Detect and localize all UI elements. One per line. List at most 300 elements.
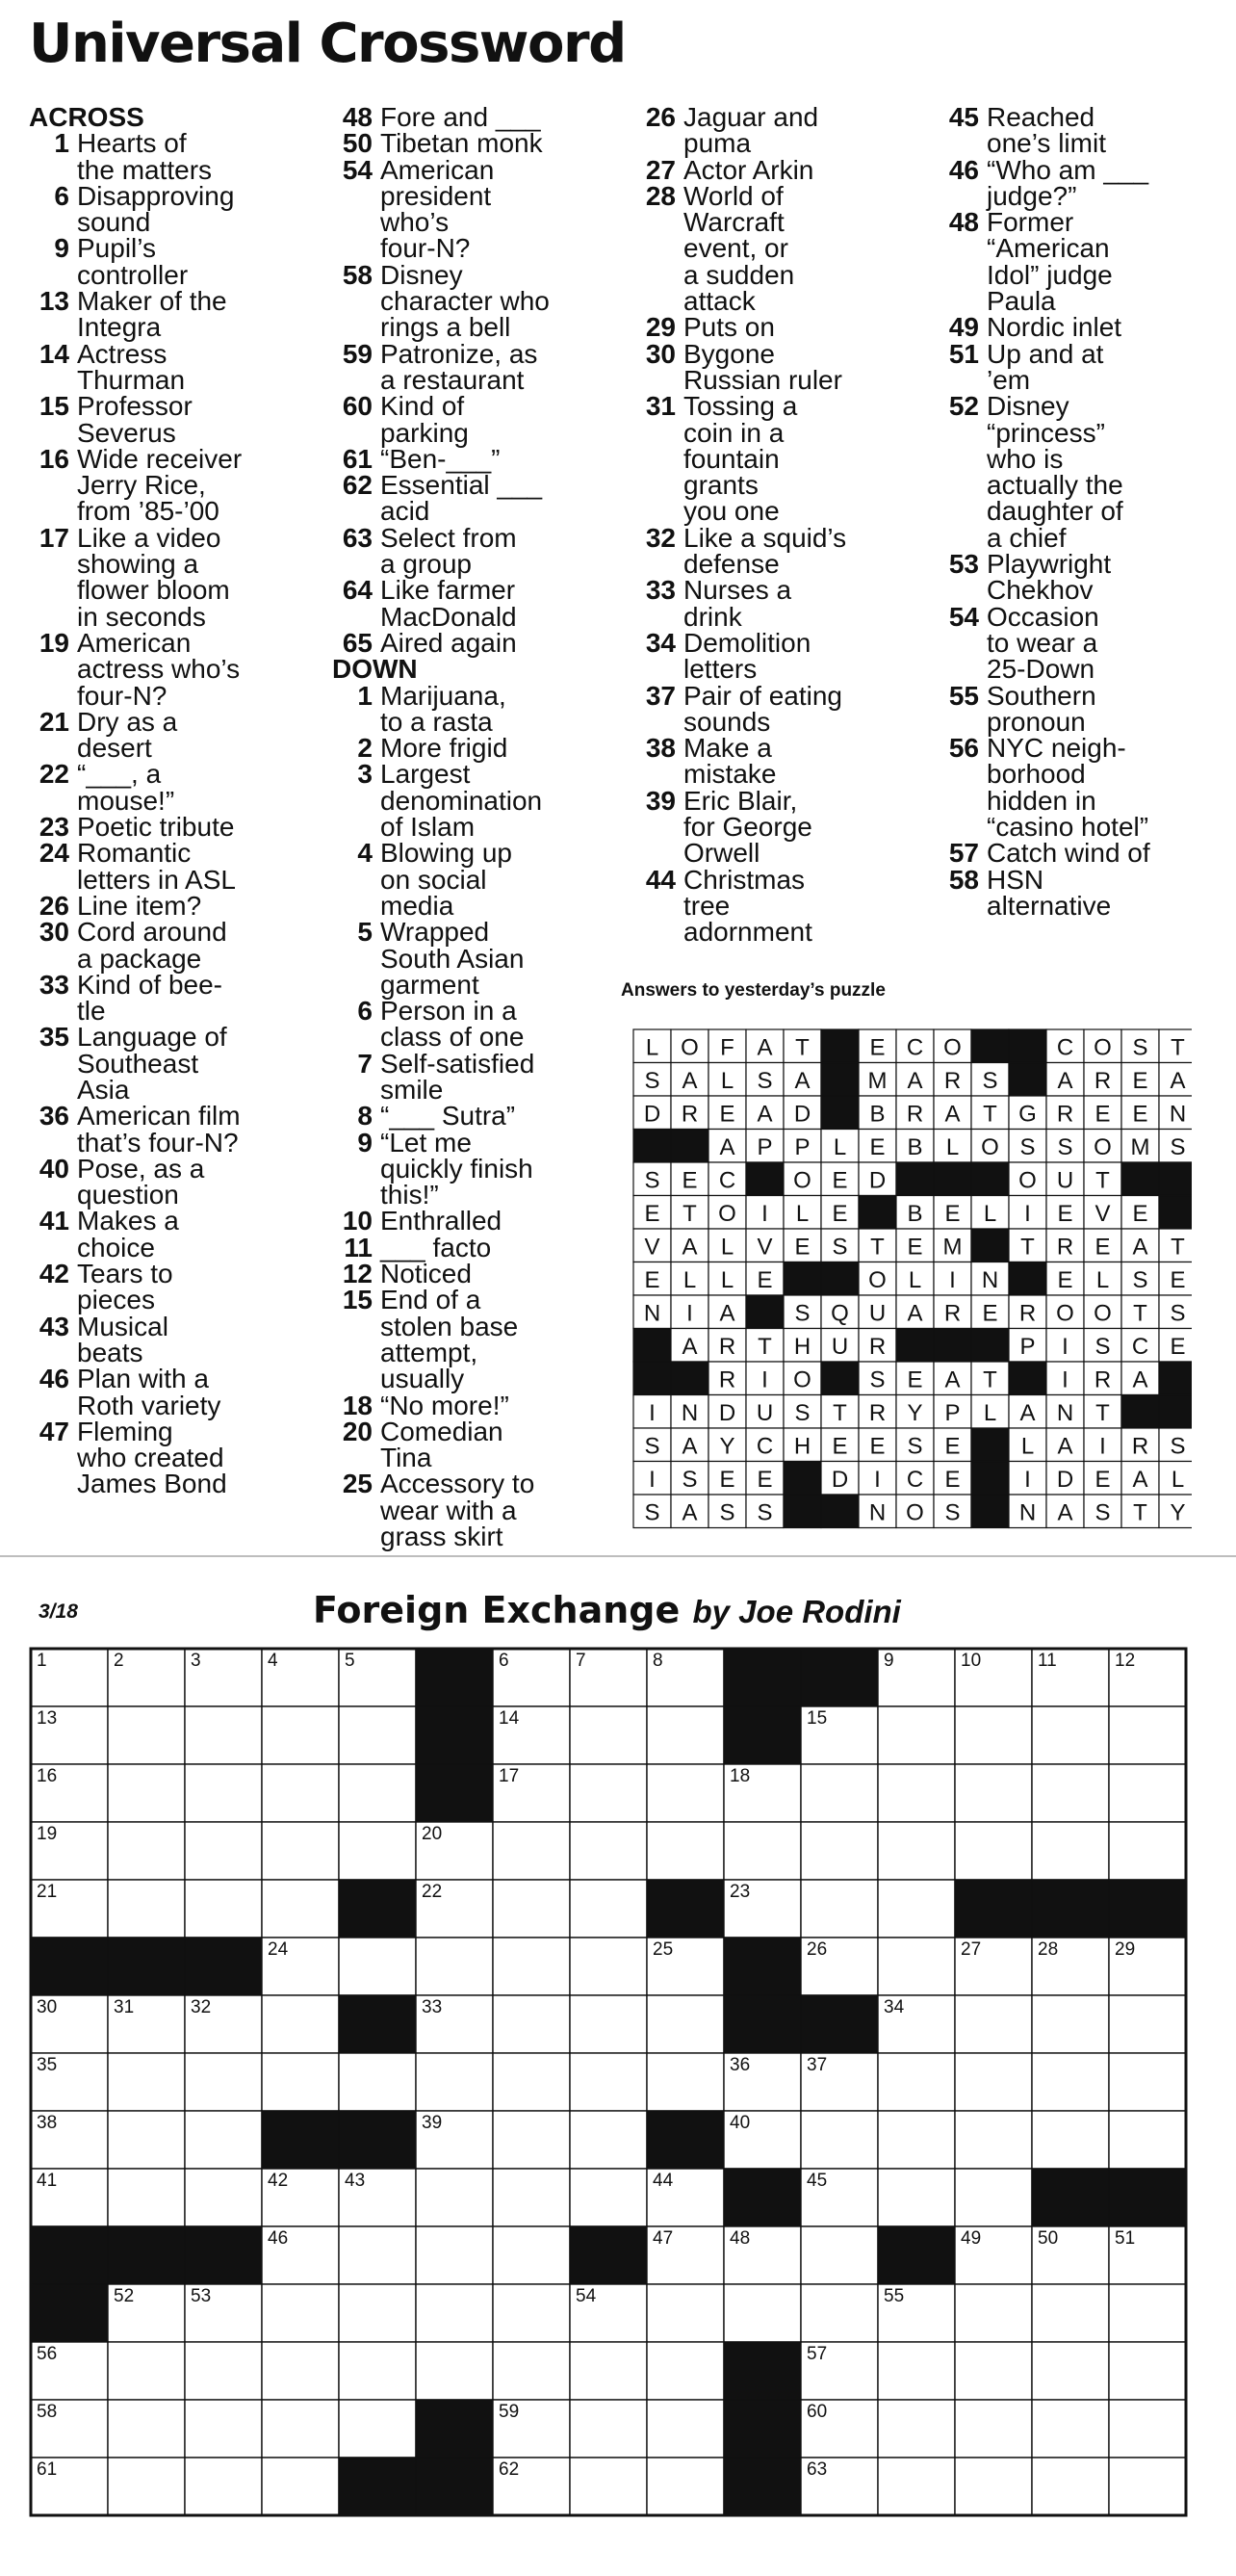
grid-cell[interactable] bbox=[955, 1822, 1032, 1880]
grid-cell[interactable] bbox=[647, 1706, 724, 1764]
clue-number: 26 bbox=[645, 102, 676, 132]
answer-letter: O bbox=[906, 1499, 924, 1526]
grid-cell[interactable] bbox=[1109, 1706, 1186, 1764]
clue-text: Jaguar and puma bbox=[683, 102, 819, 159]
answer-letter: A bbox=[719, 1133, 735, 1160]
cell-number: 14 bbox=[499, 1708, 520, 1729]
clue-text: Marijuana, to a rasta bbox=[380, 680, 506, 737]
grid-block bbox=[416, 2458, 493, 2515]
clue-number: 60 bbox=[342, 391, 373, 422]
answer-letter: V bbox=[644, 1234, 660, 1261]
across-clue-65 bbox=[332, 627, 626, 658]
grid-cell[interactable] bbox=[955, 2284, 1032, 2342]
down-clue-9 bbox=[332, 1127, 626, 1210]
cell-number: 49 bbox=[961, 2228, 982, 2249]
answer-letter: A bbox=[682, 1499, 698, 1526]
clue-text: Patronize, as a restaurant bbox=[380, 338, 538, 395]
answer-letter: P bbox=[944, 1399, 961, 1426]
clue-number: 34 bbox=[645, 627, 676, 658]
down-heading: DOWN bbox=[332, 654, 418, 685]
cell-number: 10 bbox=[961, 1651, 982, 1671]
grid-cell[interactable] bbox=[262, 2284, 339, 2342]
clue-text: “___ Sutra” bbox=[380, 1101, 516, 1132]
grid-block bbox=[416, 2400, 493, 2458]
grid-cell[interactable] bbox=[570, 2458, 647, 2515]
grid-cell[interactable] bbox=[878, 2458, 955, 2515]
grid-block bbox=[1109, 1880, 1186, 1938]
clue-text: Occasion to wear a 25-Down bbox=[987, 601, 1099, 685]
cell-number: 20 bbox=[422, 1824, 443, 1844]
clue-text: “Who am ___ judge?” bbox=[987, 154, 1149, 211]
grid-block bbox=[570, 2226, 647, 2284]
grid-cell[interactable] bbox=[1032, 2053, 1109, 2111]
grid-cell[interactable] bbox=[1109, 1995, 1186, 2053]
answer-block bbox=[821, 1362, 859, 1395]
clue-text: Kind of parking bbox=[380, 391, 469, 448]
grid-cell[interactable] bbox=[108, 2342, 185, 2400]
answer-letter: T bbox=[1095, 1167, 1110, 1194]
cell-number: 5 bbox=[345, 1651, 355, 1671]
clue-text: Select from a group bbox=[380, 522, 517, 580]
grid-cell[interactable] bbox=[1109, 2342, 1186, 2400]
clue-number: 32 bbox=[645, 522, 676, 553]
answer-letter: I bbox=[1024, 1200, 1031, 1227]
cell-number: 55 bbox=[884, 2286, 905, 2306]
grid-cell[interactable] bbox=[108, 1706, 185, 1764]
grid-cell[interactable] bbox=[955, 2458, 1032, 2515]
grid-cell[interactable] bbox=[339, 2226, 416, 2284]
answer-letter: G bbox=[1018, 1101, 1037, 1128]
cell-number: 28 bbox=[1038, 1939, 1059, 1960]
answer-letter: D bbox=[793, 1101, 811, 1128]
answer-letter: T bbox=[1171, 1034, 1185, 1061]
across-clue-33 bbox=[29, 969, 322, 1027]
answer-block bbox=[1159, 1395, 1192, 1429]
cell-number: 51 bbox=[1115, 2228, 1136, 2249]
grid-cell[interactable] bbox=[647, 1995, 724, 2053]
cell-number: 18 bbox=[730, 1766, 751, 1786]
answer-letter: R bbox=[906, 1101, 924, 1128]
clue-number: 55 bbox=[948, 680, 979, 711]
grid-cell[interactable] bbox=[1032, 2400, 1109, 2458]
across-clue-36 bbox=[29, 1103, 322, 1156]
clue-number: 6 bbox=[54, 180, 69, 211]
down-clue-5 bbox=[332, 919, 626, 998]
grid-cell[interactable] bbox=[108, 1880, 185, 1938]
answer-letter: L bbox=[682, 1266, 697, 1293]
answer-letter: S bbox=[1094, 1499, 1111, 1526]
answer-letter: L bbox=[720, 1067, 734, 1094]
clue-number: 58 bbox=[948, 864, 979, 895]
grid-cell[interactable] bbox=[416, 2342, 493, 2400]
grid-cell[interactable] bbox=[1109, 2400, 1186, 2458]
clue-text: Like farmer MacDonald bbox=[380, 575, 517, 632]
grid-cell[interactable] bbox=[493, 2053, 570, 2111]
down-clue-39 bbox=[635, 785, 929, 869]
clue-text: Enthralled bbox=[380, 1206, 502, 1236]
grid-cell[interactable] bbox=[493, 2169, 570, 2226]
answer-letter: V bbox=[757, 1234, 773, 1261]
answer-letter: R bbox=[868, 1399, 887, 1426]
grid-cell[interactable] bbox=[1109, 2284, 1186, 2342]
cell-number: 41 bbox=[37, 2171, 58, 2191]
clue-number: 46 bbox=[948, 154, 979, 185]
grid-cell[interactable] bbox=[647, 2342, 724, 2400]
clue-text: Hearts of the matters bbox=[77, 128, 213, 185]
answer-letter: I bbox=[949, 1266, 956, 1293]
down-clue-27 bbox=[635, 154, 929, 185]
answer-letter: E bbox=[944, 1200, 961, 1227]
grid-cell[interactable] bbox=[339, 2053, 416, 2111]
answer-letter: R bbox=[943, 1300, 962, 1327]
answer-letter: R bbox=[681, 1101, 699, 1128]
answer-letter: I bbox=[761, 1200, 768, 1227]
grid-cell[interactable] bbox=[570, 1938, 647, 1995]
grid-cell[interactable] bbox=[570, 2111, 647, 2169]
grid-cell[interactable] bbox=[493, 1938, 570, 1995]
grid-cell[interactable] bbox=[878, 2169, 955, 2226]
down-clue-18 bbox=[332, 1392, 626, 1418]
cell-number: 6 bbox=[499, 1651, 509, 1671]
grid-cell[interactable] bbox=[185, 1880, 262, 1938]
answer-letter: I bbox=[649, 1399, 656, 1426]
clue-text: Comedian Tina bbox=[380, 1416, 503, 1473]
grid-cell[interactable] bbox=[801, 2284, 878, 2342]
grid-cell[interactable] bbox=[801, 1764, 878, 1822]
grid-cell[interactable] bbox=[108, 1764, 185, 1822]
grid-cell[interactable] bbox=[955, 2053, 1032, 2111]
grid-cell[interactable] bbox=[878, 1706, 955, 1764]
down-clue-52 bbox=[939, 393, 1232, 551]
grid-cell[interactable] bbox=[955, 2111, 1032, 2169]
grid-cell[interactable] bbox=[185, 1706, 262, 1764]
grid-cell[interactable] bbox=[339, 1764, 416, 1822]
across-clue-14 bbox=[29, 338, 322, 395]
grid-cell[interactable] bbox=[570, 2400, 647, 2458]
grid-cell[interactable] bbox=[1032, 2342, 1109, 2400]
grid-cell[interactable] bbox=[108, 2169, 185, 2226]
answer-letter: S bbox=[757, 1499, 773, 1526]
grid-cell[interactable] bbox=[955, 1706, 1032, 1764]
grid-cell[interactable] bbox=[570, 2169, 647, 2226]
answer-block bbox=[1121, 1395, 1159, 1429]
grid-cell[interactable] bbox=[647, 2284, 724, 2342]
down-clue-28 bbox=[635, 180, 929, 317]
grid-cell[interactable] bbox=[1109, 1822, 1186, 1880]
answer-letter: E bbox=[1057, 1266, 1073, 1293]
grid-cell[interactable] bbox=[878, 1764, 955, 1822]
clue-number: 54 bbox=[948, 601, 979, 632]
clue-number: 48 bbox=[948, 207, 979, 238]
cell-number: 43 bbox=[345, 2171, 366, 2191]
grid-cell[interactable] bbox=[647, 1764, 724, 1822]
answer-letter: L bbox=[833, 1133, 847, 1160]
grid-cell[interactable] bbox=[262, 1995, 339, 2053]
grid-cell[interactable] bbox=[570, 1706, 647, 1764]
grid-block bbox=[31, 2226, 108, 2284]
across-clue-47 bbox=[29, 1418, 322, 1497]
grid-cell[interactable] bbox=[185, 1822, 262, 1880]
grid-cell[interactable] bbox=[570, 2053, 647, 2111]
answer-letter: S bbox=[794, 1399, 811, 1426]
answer-letter: R bbox=[943, 1067, 962, 1094]
grid-cell[interactable] bbox=[955, 2342, 1032, 2400]
down-clue-33 bbox=[635, 577, 929, 630]
grid-cell[interactable] bbox=[955, 1995, 1032, 2053]
grid-block bbox=[724, 2342, 801, 2400]
grid-cell[interactable] bbox=[339, 2284, 416, 2342]
grid-block bbox=[416, 1764, 493, 1822]
grid-cell[interactable] bbox=[108, 2458, 185, 2515]
answer-letter: E bbox=[1094, 1466, 1111, 1493]
across-clue-58 bbox=[332, 259, 626, 343]
grid-cell[interactable] bbox=[878, 2053, 955, 2111]
answer-block bbox=[821, 1063, 859, 1097]
down-clue-48 bbox=[939, 207, 1232, 317]
answer-letter: T bbox=[983, 1366, 997, 1393]
answer-letter: A bbox=[1019, 1399, 1036, 1426]
answer-block bbox=[971, 1462, 1009, 1496]
grid-cell[interactable] bbox=[262, 2342, 339, 2400]
grid-cell[interactable] bbox=[185, 1764, 262, 1822]
grid-cell[interactable] bbox=[262, 1706, 339, 1764]
grid-cell[interactable] bbox=[647, 1822, 724, 1880]
grid-cell[interactable] bbox=[647, 2458, 724, 2515]
answer-letter: L bbox=[1020, 1433, 1035, 1460]
grid-cell[interactable] bbox=[339, 2400, 416, 2458]
grid-cell[interactable] bbox=[570, 1995, 647, 2053]
cell-number: 24 bbox=[268, 1939, 289, 1960]
answer-letter: E bbox=[1170, 1333, 1186, 1360]
grid-cell[interactable] bbox=[185, 2169, 262, 2226]
answer-letter: L bbox=[1171, 1466, 1185, 1493]
answer-letter: T bbox=[870, 1234, 885, 1261]
grid-cell[interactable] bbox=[878, 2111, 955, 2169]
grid-cell[interactable] bbox=[1032, 2458, 1109, 2515]
answer-letter: A bbox=[1170, 1067, 1186, 1094]
answer-block bbox=[671, 1362, 708, 1395]
grid-cell[interactable] bbox=[1109, 2111, 1186, 2169]
grid-cell[interactable] bbox=[262, 2053, 339, 2111]
puzzle-title-text: Foreign Exchange bbox=[313, 1589, 681, 1631]
answer-block bbox=[633, 1329, 671, 1363]
grid-cell[interactable] bbox=[1032, 1995, 1109, 2053]
answer-letter: E bbox=[1057, 1200, 1073, 1227]
grid-cell[interactable] bbox=[493, 1880, 570, 1938]
grid-cell[interactable] bbox=[262, 1880, 339, 1938]
across-clue-62 bbox=[332, 472, 626, 525]
answers-title: Answers to yesterday’s puzzle bbox=[621, 980, 886, 1001]
across-clue-46 bbox=[29, 1366, 322, 1418]
grid-cell[interactable] bbox=[1032, 2284, 1109, 2342]
grid-cell[interactable] bbox=[1032, 1822, 1109, 1880]
clue-text: Largest denomination of Islam bbox=[380, 759, 543, 843]
clue-text: Disapproving sound bbox=[77, 180, 235, 238]
grid-cell[interactable] bbox=[339, 1706, 416, 1764]
grid-cell[interactable] bbox=[108, 1822, 185, 1880]
grid-cell[interactable] bbox=[724, 2284, 801, 2342]
answer-letter: A bbox=[1132, 1466, 1148, 1493]
cell-number: 37 bbox=[807, 2055, 828, 2075]
grid-cell[interactable] bbox=[262, 1822, 339, 1880]
cell-number: 26 bbox=[807, 1939, 828, 1960]
grid-cell[interactable] bbox=[955, 1764, 1032, 1822]
grid-cell[interactable] bbox=[493, 2342, 570, 2400]
grid-cell[interactable] bbox=[262, 1764, 339, 1822]
grid-cell[interactable] bbox=[185, 2053, 262, 2111]
grid-cell[interactable] bbox=[493, 1995, 570, 2053]
clue-number: 23 bbox=[39, 812, 69, 843]
answer-block bbox=[971, 1329, 1009, 1363]
grid-cell[interactable] bbox=[570, 1764, 647, 1822]
answer-letter: A bbox=[682, 1067, 698, 1094]
clue-text: Disney character who rings a bell bbox=[380, 259, 550, 343]
clue-text: American actress who’s four-N? bbox=[77, 627, 241, 711]
grid-cell[interactable] bbox=[493, 1822, 570, 1880]
cell-number: 29 bbox=[1115, 1939, 1136, 1960]
grid-cell[interactable] bbox=[339, 1822, 416, 1880]
grid-cell[interactable] bbox=[955, 2169, 1032, 2226]
clue-number: 15 bbox=[342, 1285, 373, 1315]
answer-letter: Y bbox=[1170, 1499, 1186, 1526]
answer-letter: B bbox=[907, 1133, 923, 1160]
answer-letter: N bbox=[1056, 1399, 1074, 1426]
answer-letter: O bbox=[1094, 1300, 1112, 1327]
answer-letter: T bbox=[1171, 1234, 1185, 1261]
clue-number: 44 bbox=[645, 864, 676, 895]
answer-letter: O bbox=[793, 1366, 811, 1393]
clue-number: 48 bbox=[342, 102, 373, 132]
grid-cell[interactable] bbox=[1109, 2053, 1186, 2111]
answer-letter: L bbox=[1095, 1266, 1110, 1293]
down-clue-31 bbox=[635, 391, 929, 527]
answer-letter: L bbox=[720, 1266, 734, 1293]
grid-cell[interactable] bbox=[570, 1880, 647, 1938]
answer-letter: L bbox=[945, 1133, 960, 1160]
answer-letter: A bbox=[682, 1333, 698, 1360]
down-clue-1 bbox=[332, 680, 626, 737]
answer-block bbox=[821, 1495, 859, 1528]
answer-letter: L bbox=[720, 1234, 734, 1261]
answer-letter: S bbox=[1170, 1300, 1186, 1327]
grid-cell[interactable] bbox=[801, 2111, 878, 2169]
grid-cell[interactable] bbox=[1032, 1706, 1109, 1764]
grid-cell[interactable] bbox=[878, 1880, 955, 1938]
down-clue-44 bbox=[635, 864, 929, 948]
across-clue-43 bbox=[29, 1311, 322, 1367]
clue-text: “___, a mouse!” bbox=[77, 759, 175, 816]
clue-text: Maker of the Integra bbox=[77, 286, 227, 343]
grid-cell[interactable] bbox=[647, 2053, 724, 2111]
grid-cell[interactable] bbox=[1109, 1764, 1186, 1822]
grid-cell[interactable] bbox=[185, 2458, 262, 2515]
grid-cell[interactable] bbox=[416, 1938, 493, 1995]
clue-text: Pair of eating sounds bbox=[683, 680, 842, 737]
grid-cell[interactable] bbox=[570, 1822, 647, 1880]
grid-cell[interactable] bbox=[493, 2226, 570, 2284]
grid-cell[interactable] bbox=[262, 2400, 339, 2458]
answer-block bbox=[821, 1096, 859, 1130]
answer-letter: I bbox=[1024, 1466, 1031, 1493]
clue-number: 22 bbox=[39, 759, 69, 790]
answer-letter: O bbox=[718, 1200, 736, 1227]
grid-block bbox=[724, 1706, 801, 1764]
answer-letter: I bbox=[1062, 1333, 1069, 1360]
answer-letter: U bbox=[756, 1399, 774, 1426]
down-clue-12 bbox=[332, 1261, 626, 1287]
grid-cell[interactable] bbox=[185, 2342, 262, 2400]
grid-cell[interactable] bbox=[108, 2111, 185, 2169]
grid-cell[interactable] bbox=[801, 1880, 878, 1938]
grid-cell[interactable] bbox=[339, 1938, 416, 1995]
answer-letter: E bbox=[832, 1167, 848, 1194]
clue-text: Christmas tree adornment bbox=[683, 864, 812, 948]
answer-letter: C bbox=[1056, 1034, 1074, 1061]
clue-number: 28 bbox=[645, 180, 676, 211]
grid-cell[interactable] bbox=[262, 2458, 339, 2515]
down-clue-15 bbox=[332, 1287, 626, 1392]
answer-letter: E bbox=[644, 1266, 660, 1293]
cell-number: 12 bbox=[1115, 1651, 1136, 1671]
grid-cell[interactable] bbox=[108, 2053, 185, 2111]
grid-cell[interactable] bbox=[801, 2226, 878, 2284]
grid-cell[interactable] bbox=[416, 2169, 493, 2226]
answer-letter: S bbox=[1170, 1133, 1186, 1160]
grid-cell[interactable] bbox=[955, 2400, 1032, 2458]
grid-cell[interactable] bbox=[185, 2111, 262, 2169]
answer-letter: D bbox=[831, 1466, 849, 1493]
clue-text: “Ben-___” bbox=[380, 443, 501, 474]
grid-cell[interactable] bbox=[878, 2400, 955, 2458]
grid-cell[interactable] bbox=[416, 2226, 493, 2284]
grid-cell[interactable] bbox=[570, 2342, 647, 2400]
grid-cell[interactable] bbox=[878, 1822, 955, 1880]
clue-text: Puts on bbox=[683, 312, 775, 343]
grid-cell[interactable] bbox=[724, 1822, 801, 1880]
clue-number: 62 bbox=[342, 470, 373, 501]
grid-cell[interactable] bbox=[878, 2342, 955, 2400]
grid-cell[interactable] bbox=[493, 2284, 570, 2342]
grid-cell[interactable] bbox=[878, 1938, 955, 1995]
grid-cell[interactable] bbox=[339, 2342, 416, 2400]
grid-cell[interactable] bbox=[647, 2400, 724, 2458]
answer-letter: A bbox=[1132, 1366, 1148, 1393]
cell-number: 58 bbox=[37, 2402, 58, 2422]
cell-number: 35 bbox=[37, 2055, 58, 2075]
answer-letter: R bbox=[868, 1333, 887, 1360]
grid-cell[interactable] bbox=[1109, 2458, 1186, 2515]
cell-number: 46 bbox=[268, 2228, 289, 2249]
cell-number: 45 bbox=[807, 2171, 828, 2191]
grid-cell[interactable] bbox=[801, 1822, 878, 1880]
grid-cell[interactable] bbox=[1032, 2111, 1109, 2169]
answer-block bbox=[1009, 1063, 1046, 1097]
answer-letter: S bbox=[944, 1499, 961, 1526]
answer-block bbox=[896, 1329, 934, 1363]
grid-cell[interactable] bbox=[108, 2400, 185, 2458]
clue-text: Fore and ___ bbox=[380, 102, 541, 132]
grid-cell[interactable] bbox=[416, 2284, 493, 2342]
clue-text: Cord around a package bbox=[77, 917, 227, 974]
grid-cell[interactable] bbox=[493, 2111, 570, 2169]
across-clue-26 bbox=[29, 890, 322, 921]
grid-cell[interactable] bbox=[1032, 1764, 1109, 1822]
clue-text: Like a squid’s defense bbox=[683, 522, 847, 580]
grid-cell[interactable] bbox=[185, 2400, 262, 2458]
across-clue-64 bbox=[332, 577, 626, 630]
grid-cell[interactable] bbox=[416, 2053, 493, 2111]
clue-number: 57 bbox=[948, 838, 979, 869]
